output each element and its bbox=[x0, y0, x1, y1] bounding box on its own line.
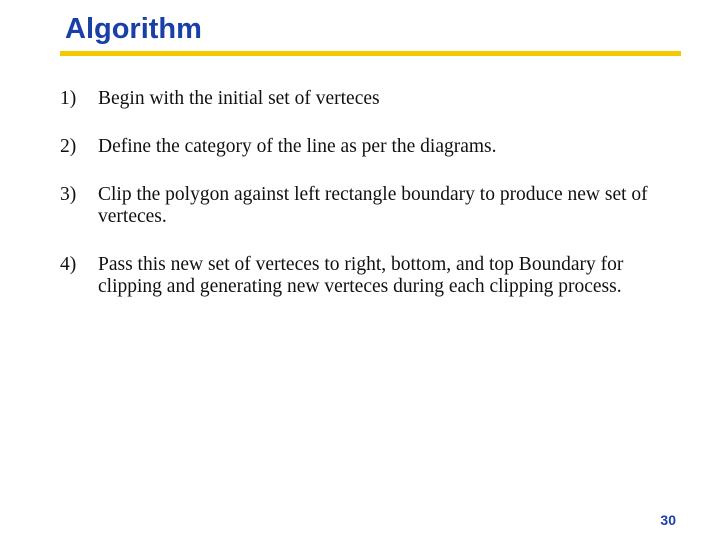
step-text: Define the category of the line as per the diagrams. bbox=[98, 136, 497, 157]
list-item bbox=[60, 184, 680, 228]
title-underline bbox=[60, 51, 681, 56]
step-number: 3) bbox=[60, 184, 77, 205]
step-text: Clip the polygon against left rectangle boundary to produce new set of verteces. bbox=[98, 184, 648, 227]
list-item bbox=[60, 254, 680, 298]
step-number: 2) bbox=[60, 136, 77, 157]
slide-title: Algorithm bbox=[65, 13, 202, 45]
page-number: 30 bbox=[660, 512, 676, 528]
step-number: 1) bbox=[60, 88, 77, 109]
algorithm-steps-list bbox=[60, 88, 680, 298]
step-text: Pass this new set of verteces to right, bottom, and top Boundary for clipping and generating new verteces during each clipping process. bbox=[98, 254, 624, 297]
list-item bbox=[60, 136, 680, 158]
step-number: 4) bbox=[60, 254, 77, 275]
step-text: Begin with the initial set of verteces bbox=[98, 88, 380, 109]
list-item bbox=[60, 88, 680, 110]
